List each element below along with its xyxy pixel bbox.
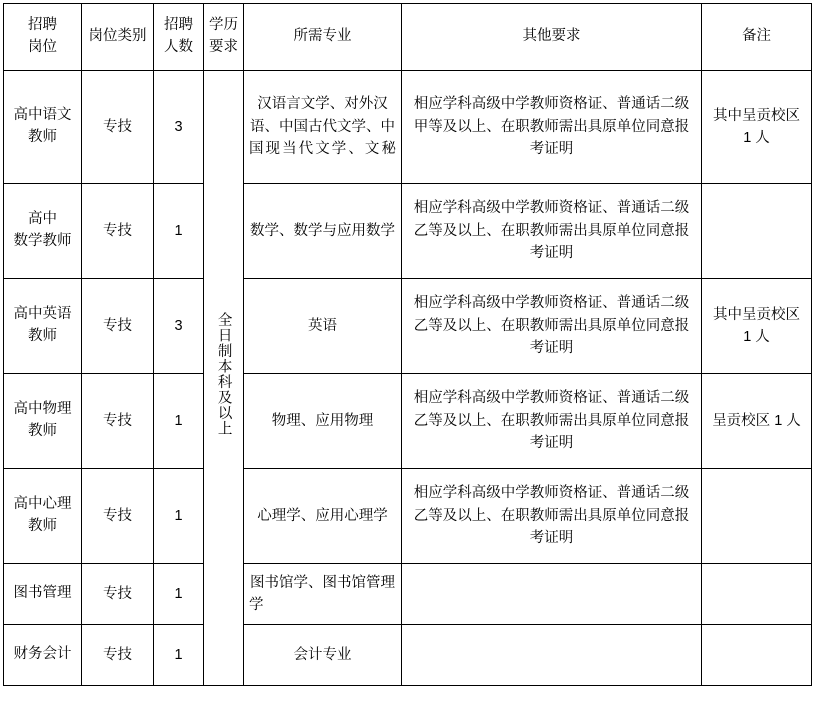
cell-post-line1: 高中心理 xyxy=(13,496,72,513)
cell-category: 专技 xyxy=(82,279,154,374)
cell-major: 会计专业 xyxy=(244,625,402,686)
cell-post-line2: 教师 xyxy=(28,518,57,534)
column-header-remark-line1: 备注 xyxy=(742,28,771,45)
cell-category: 专技 xyxy=(82,184,154,279)
cell-count: 1 xyxy=(154,184,204,279)
column-header-education xyxy=(204,4,244,71)
cell-remark: 其中呈贡校区 1 人 xyxy=(702,279,812,374)
column-header-major xyxy=(244,4,402,71)
column-header-category-line1: 岗位类别 xyxy=(88,28,147,45)
cell-count: 3 xyxy=(154,71,204,184)
cell-post xyxy=(4,71,82,184)
column-header-count xyxy=(154,4,204,71)
cell-count: 1 xyxy=(154,625,204,686)
cell-category: 专技 xyxy=(82,469,154,564)
cell-other xyxy=(402,625,702,686)
column-header-major-line1: 所需专业 xyxy=(293,28,352,45)
table-row xyxy=(4,184,812,279)
table-row xyxy=(4,564,812,625)
column-header-post-line1: 招聘 xyxy=(28,17,57,34)
cell-education-merged xyxy=(204,71,244,686)
cell-other xyxy=(402,564,702,625)
cell-category: 专技 xyxy=(82,564,154,625)
document-page xyxy=(0,3,814,702)
table-header-row xyxy=(4,4,812,71)
column-header-education-line2: 要求 xyxy=(209,39,238,55)
cell-category: 专技 xyxy=(82,625,154,686)
cell-major: 数学、数学与应用数学 xyxy=(244,184,402,279)
cell-remark xyxy=(702,469,812,564)
cell-major: 图书馆学、图书馆管理学 xyxy=(244,564,402,625)
cell-post-line2: 教师 xyxy=(28,129,57,145)
cell-remark: 呈贡校区 1 人 xyxy=(702,374,812,469)
cell-post-line1: 高中语文 xyxy=(13,107,72,124)
cell-remark xyxy=(702,564,812,625)
column-header-education-line1: 学历 xyxy=(209,17,238,34)
cell-post-line2: 数学教师 xyxy=(13,233,72,249)
recruitment-table xyxy=(3,3,812,686)
table-row xyxy=(4,625,812,686)
column-header-category xyxy=(82,4,154,71)
cell-count: 3 xyxy=(154,279,204,374)
cell-post xyxy=(4,564,82,625)
column-header-post xyxy=(4,4,82,71)
cell-count: 1 xyxy=(154,374,204,469)
cell-post-line1: 高中英语 xyxy=(13,306,72,323)
column-header-other xyxy=(402,4,702,71)
cell-post-line2: 教师 xyxy=(28,423,57,439)
cell-count: 1 xyxy=(154,564,204,625)
table-row xyxy=(4,71,812,184)
column-header-post-line2: 岗位 xyxy=(28,39,57,55)
cell-major: 心理学、应用心理学 xyxy=(244,469,402,564)
cell-post xyxy=(4,184,82,279)
cell-post-line1: 高中物理 xyxy=(13,401,72,418)
cell-major: 英语 xyxy=(244,279,402,374)
table-row xyxy=(4,374,812,469)
cell-count: 1 xyxy=(154,469,204,564)
cell-other: 相应学科高级中学教师资格证、普通话二级乙等及以上、在职教师需出具原单位同意报考证明 xyxy=(402,374,702,469)
column-header-other-line1: 其他要求 xyxy=(522,28,581,45)
cell-post xyxy=(4,279,82,374)
cell-post-line1: 图书管理 xyxy=(13,585,72,602)
cell-remark: 其中呈贡校区 1 人 xyxy=(702,71,812,184)
table-row xyxy=(4,469,812,564)
cell-post xyxy=(4,625,82,686)
cell-major: 物理、应用物理 xyxy=(244,374,402,469)
cell-other: 相应学科高级中学教师资格证、普通话二级甲等及以上、在职教师需出具原单位同意报考证明 xyxy=(402,71,702,184)
cell-post-line1: 财务会计 xyxy=(13,646,72,663)
table-body xyxy=(4,71,812,686)
column-header-count-line1: 招聘 xyxy=(164,17,193,34)
cell-other: 相应学科高级中学教师资格证、普通话二级乙等及以上、在职教师需出具原单位同意报考证明 xyxy=(402,184,702,279)
cell-remark xyxy=(702,184,812,279)
cell-category: 专技 xyxy=(82,71,154,184)
cell-category: 专技 xyxy=(82,374,154,469)
cell-post xyxy=(4,469,82,564)
cell-post xyxy=(4,374,82,469)
table-header xyxy=(4,4,812,71)
column-header-count-line2: 人数 xyxy=(164,39,193,55)
cell-remark xyxy=(702,625,812,686)
cell-education-text: 全日制本科及以上 xyxy=(215,312,232,437)
table-row xyxy=(4,279,812,374)
cell-post-line1: 高中 xyxy=(28,211,57,228)
cell-other: 相应学科高级中学教师资格证、普通话二级乙等及以上、在职教师需出具原单位同意报考证明 xyxy=(402,469,702,564)
cell-other: 相应学科高级中学教师资格证、普通话二级乙等及以上、在职教师需出具原单位同意报考证明 xyxy=(402,279,702,374)
cell-post-line2: 教师 xyxy=(28,328,57,344)
column-header-remark xyxy=(702,4,812,71)
cell-major: 汉语言文学、对外汉语、中国古代文学、中国现当代文学、文秘 xyxy=(244,71,402,184)
